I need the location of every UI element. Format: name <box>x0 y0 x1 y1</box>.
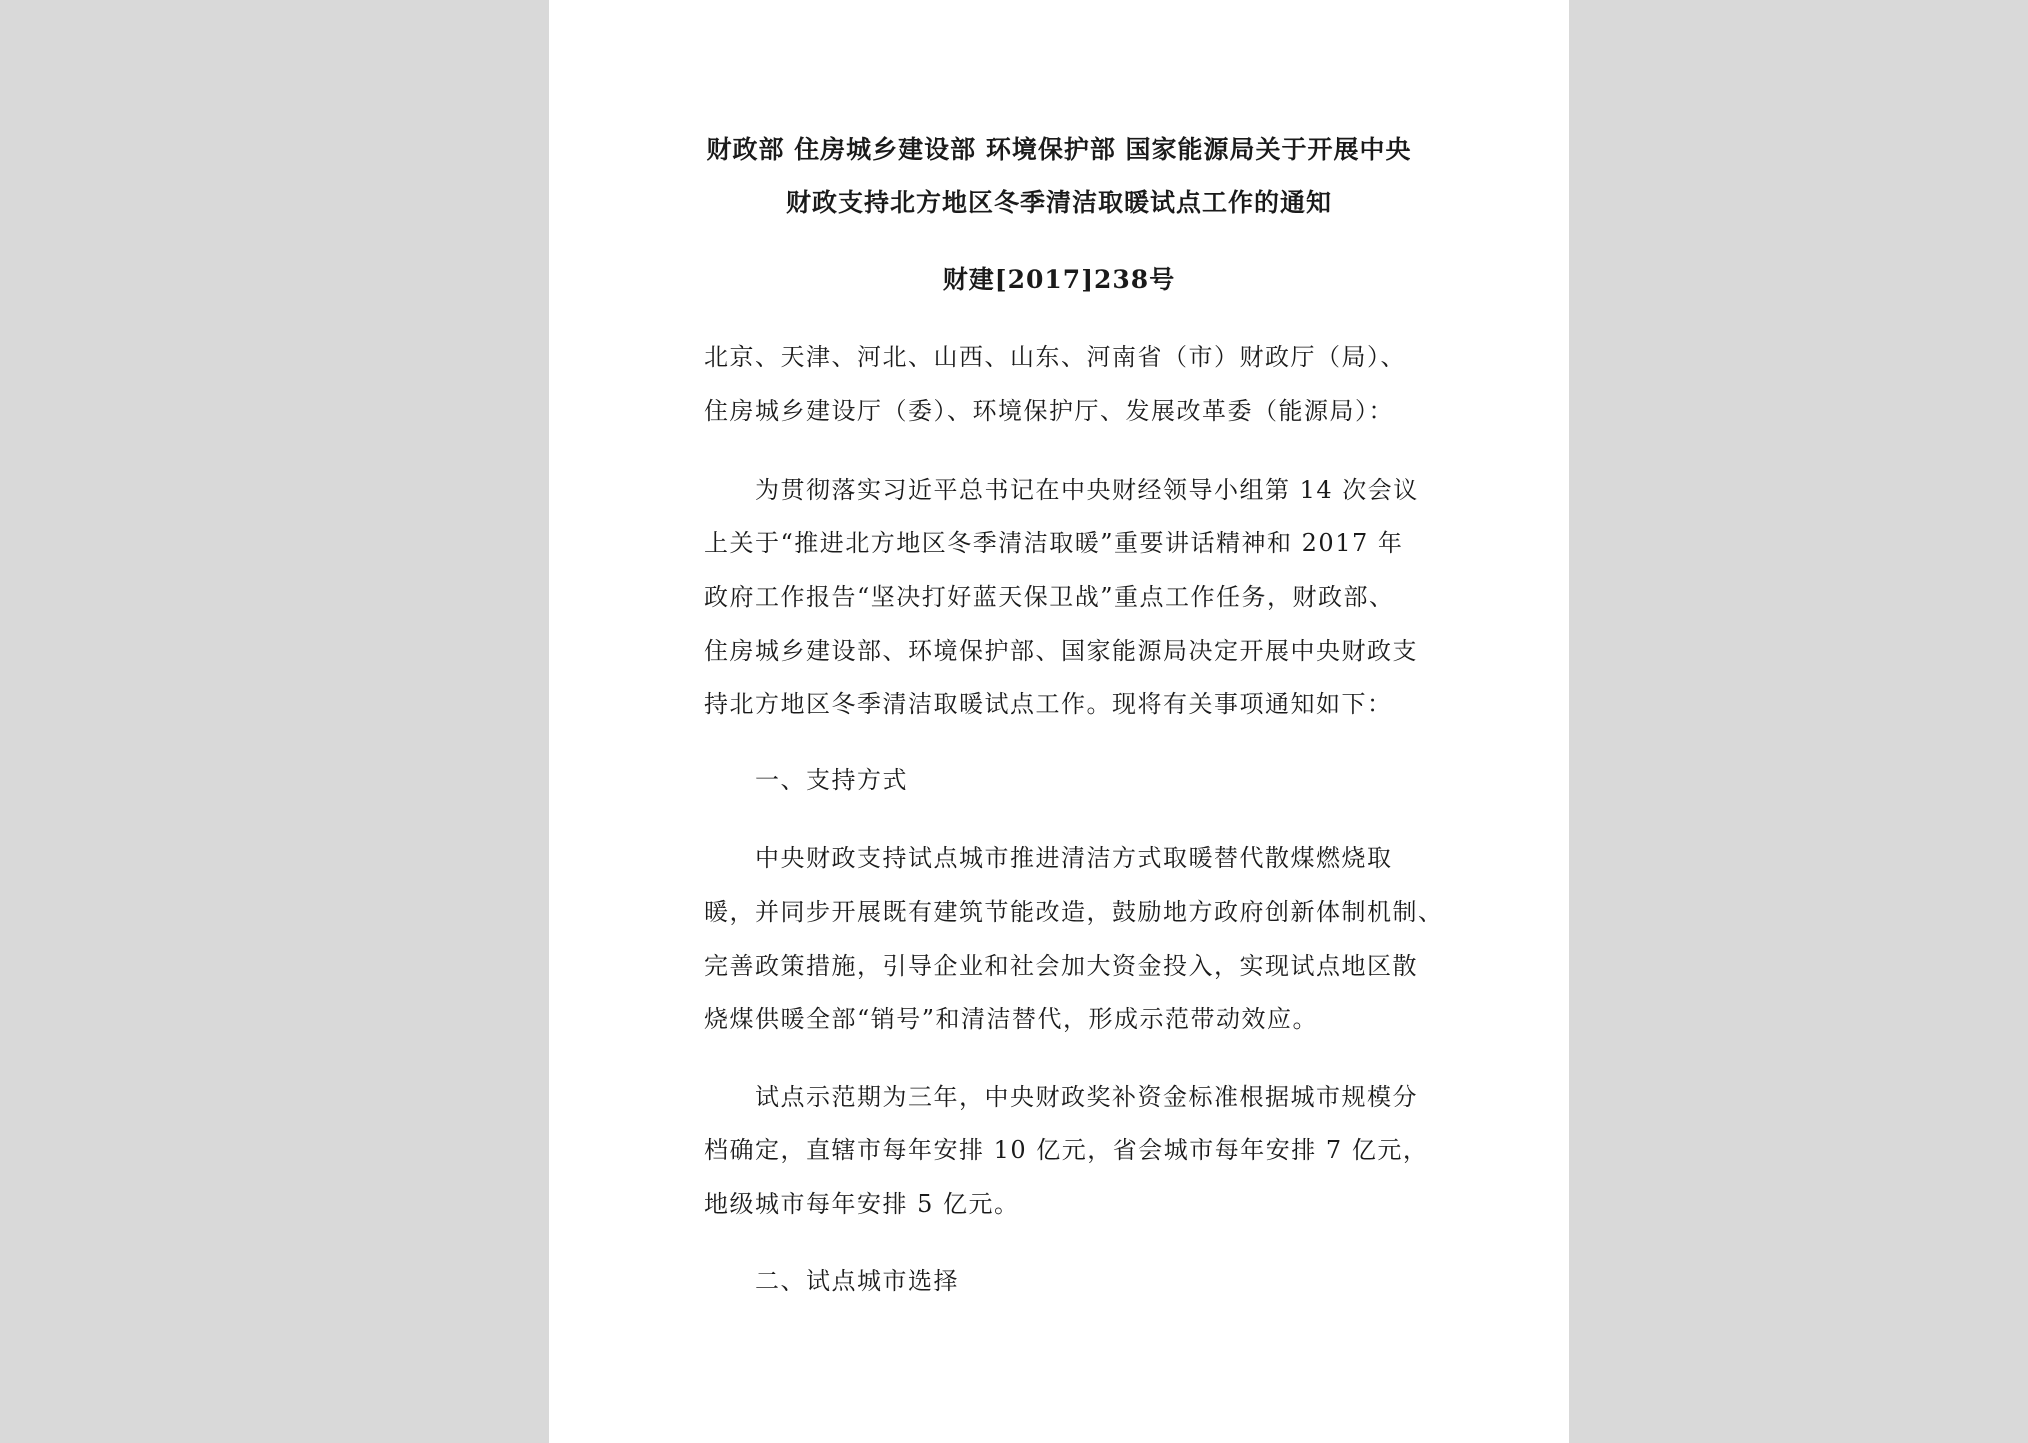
paragraph-1-line-4: 住房城乡建设部、环境保护部、国家能源局决定开展中央财政支 <box>704 637 1418 665</box>
notice-title-line-1: 财政部 住房城乡建设部 环境保护部 国家能源局关于开展中央 <box>706 135 1412 164</box>
paragraph-1-line-5: 持北方地区冬季清洁取暖试点工作。现将有关事项通知如下： <box>704 690 1393 718</box>
paragraph-1-line-2: 上关于“推进北方地区冬季清洁取暖”重要讲话精神和 2017 年 <box>704 529 1404 557</box>
addressee-line-2: 住房城乡建设厅（委）、环境保护厅、发展改革委（能源局）： <box>704 397 1394 425</box>
paragraph-2-line-1: 中央财政支持试点城市推进清洁方式取暖替代散煤燃烧取 <box>755 844 1393 872</box>
paragraph-3-line-3: 地级城市每年安排 5 亿元。 <box>704 1190 1020 1218</box>
addressee-line-1: 北京、天津、河北、山西、山东、河南省（市）财政厅（局）、 <box>704 343 1406 371</box>
paragraph-1-line-1: 为贯彻落实习近平总书记在中央财经领导小组第 14 次会议 <box>755 476 1419 504</box>
paragraph-3-line-1: 试点示范期为三年，中央财政奖补资金标准根据城市规模分 <box>755 1083 1418 1111</box>
section-1-heading: 一、支持方式 <box>755 766 908 794</box>
paragraph-1-line-3: 政府工作报告“坚决打好蓝天保卫战”重点工作任务，财政部、 <box>704 583 1395 611</box>
section-2-heading: 二、试点城市选择 <box>755 1267 959 1295</box>
paragraph-2-line-3: 完善政策措施，引导企业和社会加大资金投入，实现试点地区散 <box>704 952 1418 980</box>
document-page <box>549 0 1569 1443</box>
paragraph-2-line-2: 暖，并同步开展既有建筑节能改造，鼓励地方政府创新体制机制、 <box>704 898 1444 926</box>
paragraph-2-line-4: 烧煤供暖全部“销号”和清洁替代，形成示范带动效应。 <box>704 1005 1319 1033</box>
document-number: 财建[2017]238号 <box>942 265 1176 294</box>
notice-title-line-2: 财政支持北方地区冬季清洁取暖试点工作的通知 <box>785 188 1332 217</box>
paragraph-3-line-2: 档确定，直辖市每年安排 10 亿元，省会城市每年安排 7 亿元， <box>704 1136 1429 1164</box>
